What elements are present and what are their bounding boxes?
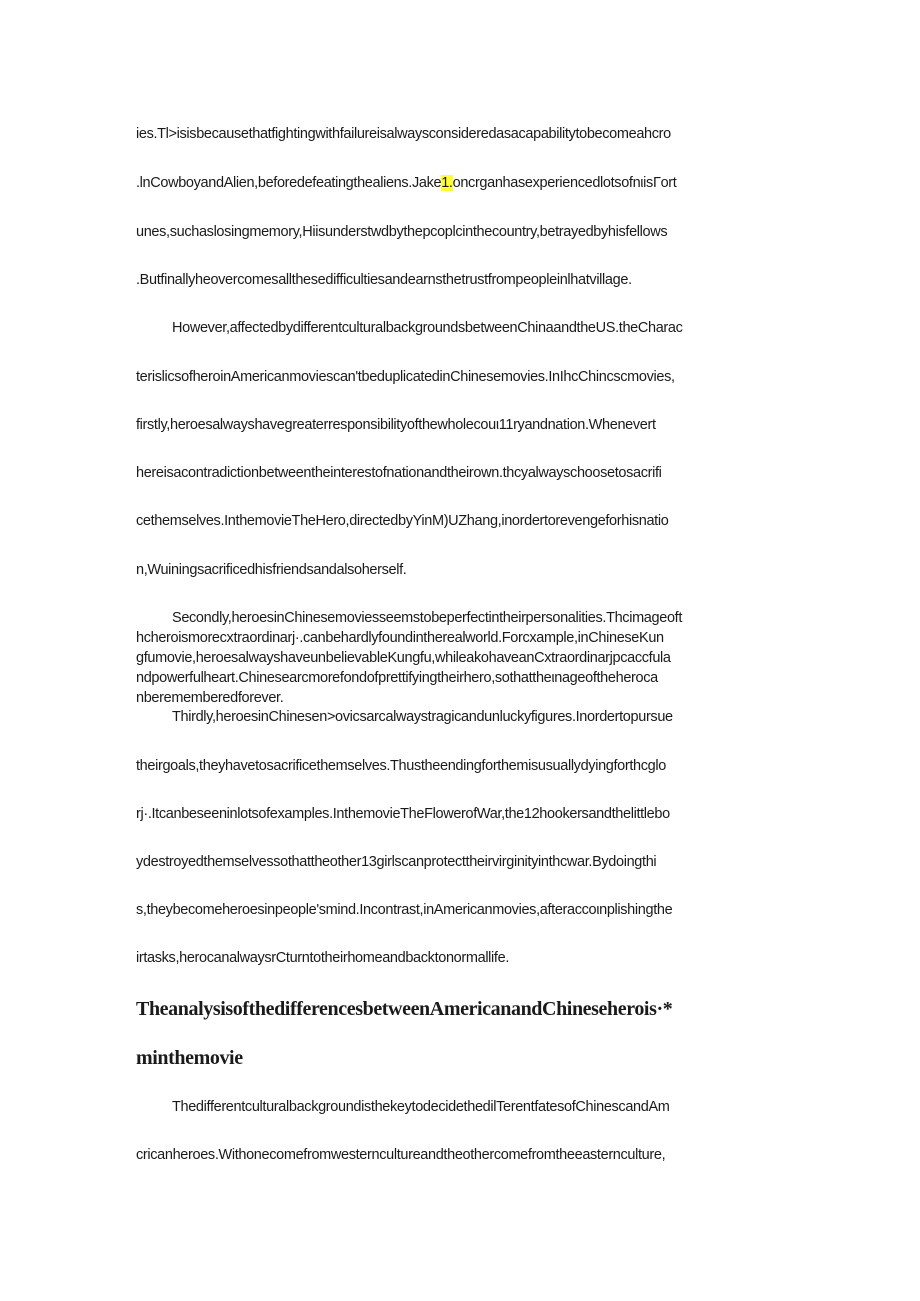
para1-line2-end: oncrganhasexperiencedlotsofnιisΓort bbox=[452, 175, 677, 191]
para3-line2: hcheroismorecxtraordinarj·.canbehardlyfoundintherealworld.Forcxample,inChineseKun bbox=[136, 630, 664, 646]
section-heading-line1: TheanalysisofthedifferencesbetweenAmericanandChineseherois·* bbox=[136, 998, 673, 1020]
para1-line1: ies.Tl>isisbecausethatfightingwithfailureisalwaysconsideredasacapabilitytobecomeahcro bbox=[136, 126, 671, 142]
section-heading-line2: minthemovie bbox=[136, 1047, 243, 1069]
para2-line5: cethemselves.InthemovieTheHero,directedbyYinM)UZhang,inordertorevengeforhisnatio bbox=[136, 513, 669, 529]
para2-line3: firstly,heroesalwayshavegreaterresponsibilityofthewholecouι11ryandnation.Whenevert bbox=[136, 417, 656, 433]
para4-line3: rj·.Itcanbeseeninlotsofexamples.InthemovieTheFlowerofWar,the12hookersandthelittlebo bbox=[136, 806, 670, 822]
highlighted-text: 1. bbox=[441, 175, 453, 191]
para5-line1: ThedifferentculturalbackgroundisthekeytodecidethedilTerentfatesofChinescandAm bbox=[172, 1099, 670, 1115]
para3-line4: ndpowerfulheart.Chinesearcmorefondofprettifyingtheirhero,sothattheιnageoftheheroca bbox=[136, 670, 658, 686]
para5-line2: cricanheroes.Withonecomefromwesternculturean​dtheothercomefromtheeasternculture, bbox=[136, 1147, 666, 1163]
para2-line1: However,affectedbydifferentculturalbackgroundsbetweenChinaandtheUS.theCharac bbox=[172, 320, 683, 336]
para4-line1: Thirdly,heroesinChinesen>ovicsarcalwaystragicandunluckyfigures.Inordertopursue bbox=[172, 709, 673, 725]
para2-line4: hereisacontradictionbetweentheinterestofnationandtheirown.thcyalwayschoosetosacrifi bbox=[136, 465, 662, 481]
para2-line6: n,Wuiningsacrificedhisfriendsandalsoherself. bbox=[136, 562, 407, 578]
para4-line2: theirgoals,theyhavetosacrificethemselves.Thustheendingforthemisusuallydyingforthcglo bbox=[136, 758, 666, 774]
para2-line2: terislicsofheroinAmericanmoviescan'tbeduplicatedinChinesemovies.InIhcChincscmovies, bbox=[136, 369, 675, 385]
para3-line5: nberememberedforever. bbox=[136, 690, 284, 706]
para1-line2 bbox=[136, 173, 784, 193]
para4-line4: ydestroyedthemselvessothattheother13girlscanprotecttheirvirginityinthcwar.Bydoingthi bbox=[136, 854, 657, 870]
para1-line2-start: .lnCowboyandAlien,beforedefeatingthealiens.Jake bbox=[136, 175, 442, 191]
para3-line3: gfumovie,heroesalwayshaveunbelievableKungfu,whileakohaveanCxtraordinarjpcaccfula bbox=[136, 650, 671, 666]
para1-line3: unes,suchaslosingmemory,Hiisunderstwdbythepcoplcinthecountry,betrayedbyhisfellows bbox=[136, 224, 668, 240]
para3-line1: Secondly,heroesinChinesemoviesseemstobeperfectintheirpersonalities.Thcimageoft bbox=[172, 610, 683, 626]
para1-line4: .Butfinallyheovercomesallthesedifficultiesandearnsthetrustfrompeopleinlhatvillage. bbox=[136, 272, 632, 288]
para4-line5: s,theybecomeheroesinpeople'smind.Incontrast,inAmericanmovies,afteraccoιnplishingthe bbox=[136, 902, 673, 918]
para4-line6: irtasks,herocanalwaysrCturntotheirhomeandbacktonormallife. bbox=[136, 950, 509, 966]
